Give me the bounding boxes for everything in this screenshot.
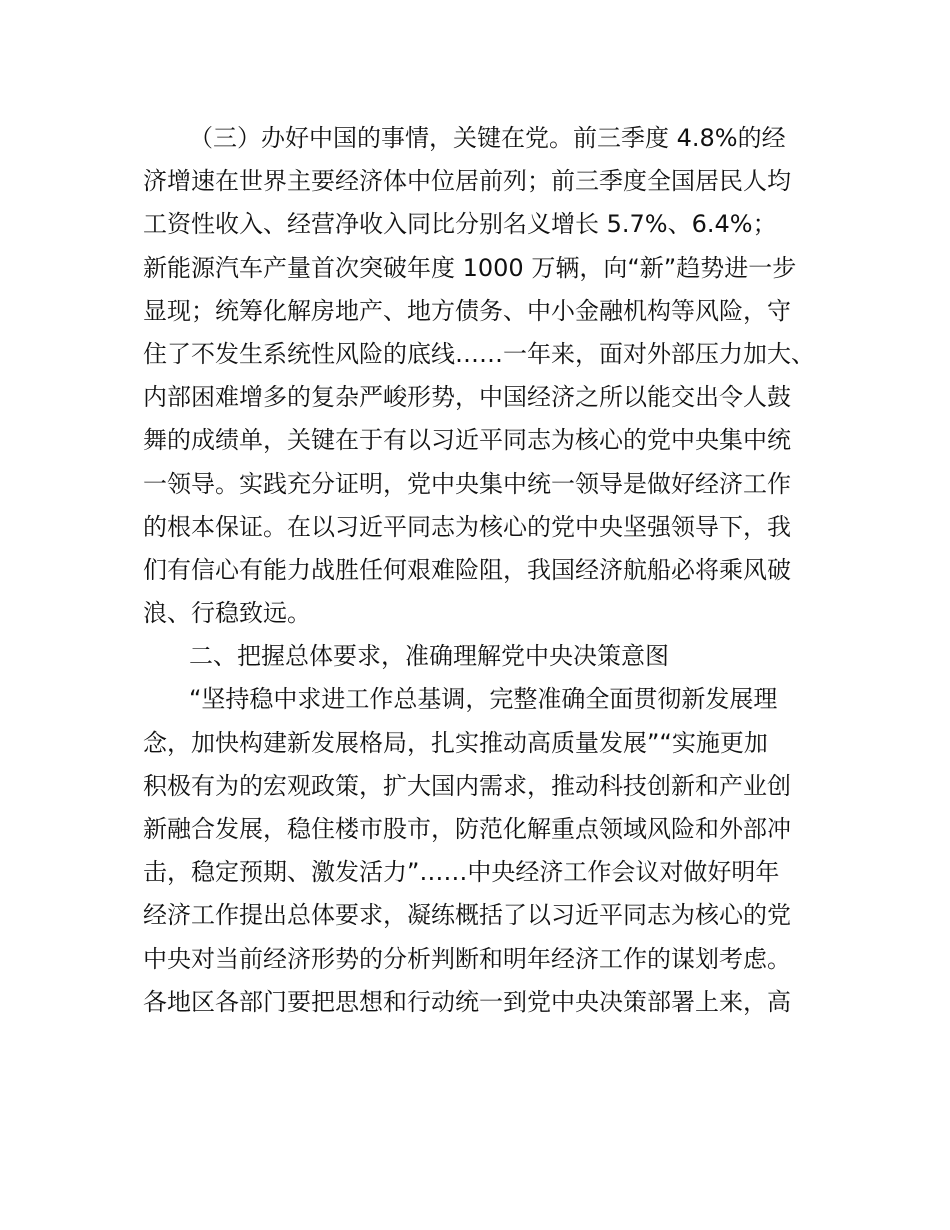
text-line: 浪、行稳致远。 bbox=[143, 599, 311, 628]
text-line: 舞的成绩单，关键在于有以习近平同志为核心的党中央集中统 bbox=[143, 426, 791, 455]
text-line: 积极有为的宏观政策，扩大国内需求，推动科技创新和产业创 bbox=[143, 771, 791, 800]
text-line: 击，稳定预期、激发活力”……中央经济工作会议对做好明年 bbox=[143, 858, 780, 887]
paragraph-overall-requirements bbox=[143, 678, 843, 1024]
text-line: （三）办好中国的事情，关键在党。前三季度 4.8%的经 bbox=[189, 124, 786, 152]
text-line: 们有信心有能力战胜任何艰难险阻，我国经济航船必将乘风破 bbox=[143, 555, 791, 584]
text-line: 中央对当前经济形势的分析判断和明年经济工作的谋划考虑。 bbox=[143, 944, 791, 973]
text-line: 住了不发生系统性风险的底线……一年来，面对外部压力加大、 bbox=[143, 339, 815, 368]
text-line: 显现；统筹化解房地产、地方债务、中小金融机构等风险，守 bbox=[143, 296, 791, 325]
text-line: 济增速在世界主要经济体中位居前列；前三季度全国居民人均 bbox=[143, 167, 791, 196]
text-line: 新能源汽车产量首次突破年度 1000 万辆，向“新”趋势进一步 bbox=[143, 253, 797, 282]
text-line: 各地区各部门要把思想和行动统一到党中央决策部署上来，高 bbox=[143, 987, 791, 1016]
text-line: 的根本保证。在以习近平同志为核心的党中央坚强领导下，我 bbox=[143, 512, 791, 541]
text-line: 内部困难增多的复杂严峻形势，中国经济之所以能交出令人鼓 bbox=[143, 383, 791, 412]
section-heading bbox=[143, 635, 843, 678]
heading-line: 二、把握总体要求，准确理解党中央决策意图 bbox=[189, 642, 669, 671]
text-line: 一领导。实践充分证明，党中央集中统一领导是做好经济工作 bbox=[143, 469, 791, 498]
paragraph-economy-leadership bbox=[143, 117, 843, 635]
document-body bbox=[143, 117, 843, 1024]
text-line: 念，加快构建新发展格局，扎实推动高质量发展”“实施更加 bbox=[143, 728, 768, 757]
text-line: “坚持稳中求进工作总基调，完整准确全面贯彻新发展理 bbox=[189, 685, 778, 714]
text-line: 新融合发展，稳住楼市股市，防范化解重点领域风险和外部冲 bbox=[143, 815, 791, 843]
text-line: 经济工作提出总体要求，凝练概括了以习近平同志为核心的党 bbox=[143, 901, 791, 930]
text-line: 工资性收入、经营净收入同比分别名义增长 5.7%、6.4%； bbox=[143, 210, 777, 239]
